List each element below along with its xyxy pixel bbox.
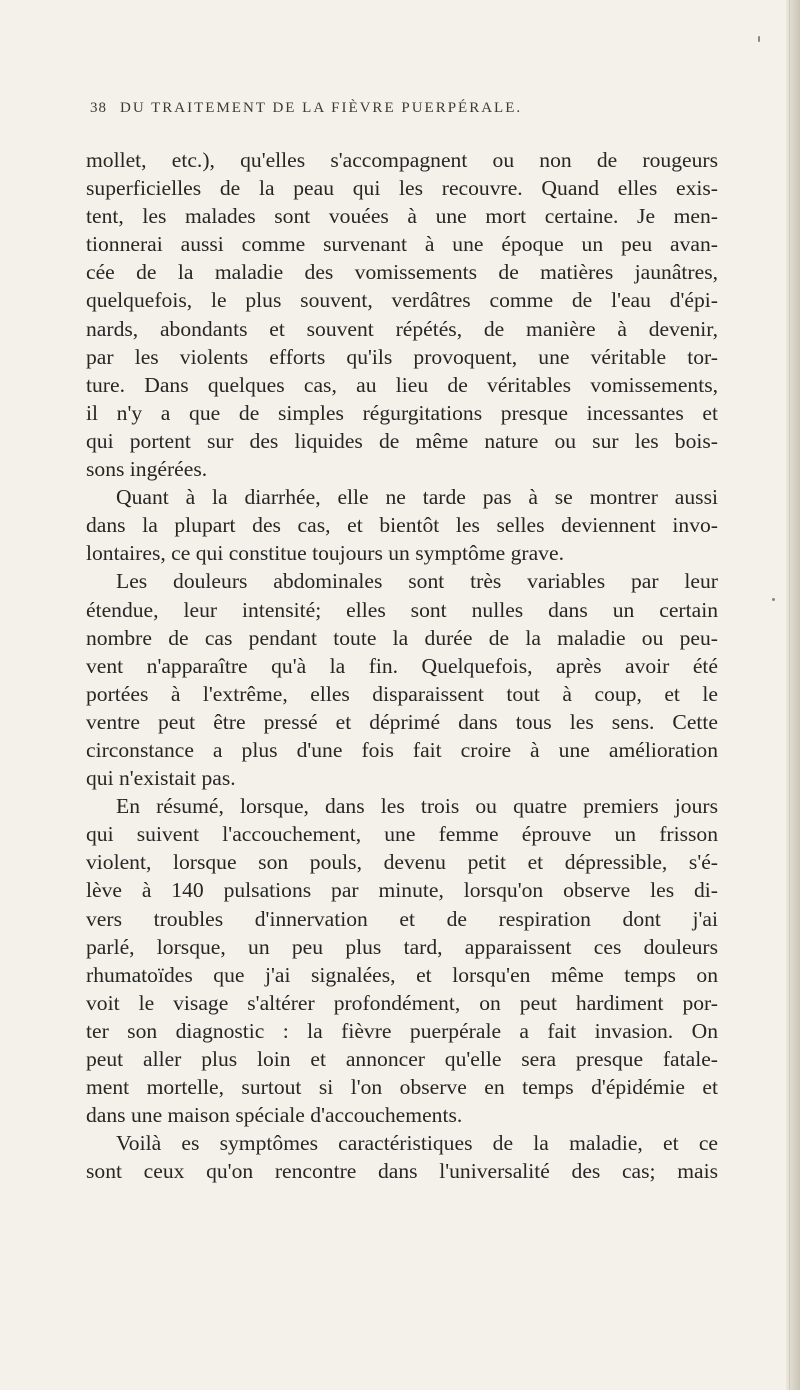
text-line: vent n'apparaître qu'à la fin. Quelquefois, après avoir été	[86, 653, 718, 678]
running-header	[90, 100, 710, 124]
text-line: nombre de cas pendant toute la durée de la maladie ou peu-	[86, 625, 718, 650]
text-line: tent, les malades sont vouées à une mort certaine. Je men-	[86, 204, 718, 229]
text-line: dans la plupart des cas, et bientôt les selles deviennent invo-	[86, 513, 718, 538]
body-text	[86, 146, 718, 1185]
text-line: portées à l'extrême, elles disparaissent tout à coup, et le	[86, 681, 718, 706]
text-line: lontaires, ce qui constitue toujours un symptôme grave.	[86, 541, 564, 566]
text-line: cée de la maladie des vomissements de matières jaunâtres,	[86, 260, 718, 285]
text-line: par les violents efforts qu'ils provoquent, une véritable tor-	[86, 344, 718, 369]
text-line: quelquefois, le plus souvent, verdâtres comme de l'eau d'épi-	[86, 288, 718, 313]
text-line: peut aller plus loin et annoncer qu'elle sera presque fatale-	[86, 1047, 718, 1071]
text-line: rhumatoïdes que j'ai signalées, et lorsqu'en même temps on	[86, 962, 718, 987]
text-line: qui n'existait pas.	[86, 766, 236, 791]
paper-speck	[758, 36, 760, 42]
text-line: tionnerai aussi comme survenant à une époque un peu avan-	[86, 232, 718, 257]
text-line: qui suivent l'accouchement, une femme éprouve un frisson	[86, 822, 718, 847]
text-line: ment mortelle, surtout si l'on observe en temps d'épidémie et	[86, 1075, 718, 1100]
text-line: violent, lorsque son pouls, devenu petit et dépressible, s'é-	[86, 850, 718, 875]
text-line: Les douleurs abdominales sont très variables par leur	[116, 569, 718, 594]
text-line: En résumé, lorsque, dans les trois ou quatre premiers jours	[116, 794, 718, 819]
text-line: vers troubles d'innervation et de respiration dont j'ai	[86, 906, 718, 931]
text-line: dans une maison spéciale d'accouchements.	[86, 1103, 463, 1128]
text-line: étendue, leur intensité; elles sont nulles dans un certain	[86, 597, 718, 622]
text-line: Quant à la diarrhée, elle ne tarde pas à se montrer aussi	[116, 485, 718, 510]
text-line: qui portent sur des liquides de même nature ou sur les bois-	[86, 428, 718, 453]
text-line: ture. Dans quelques cas, au lieu de véritables vomissements,	[86, 372, 718, 397]
text-line: mollet, etc.), qu'elles s'accompagnent ou non de rougeurs	[86, 148, 718, 172]
text-line: lève à 140 pulsations par minute, lorsqu'on observe les di-	[86, 878, 718, 903]
text-line: il n'y a que de simples régurgitations presque incessantes et	[86, 400, 718, 425]
page-edge	[786, 0, 800, 1390]
text-line: ventre peut être pressé et déprimé dans tous les sens. Cette	[86, 709, 718, 734]
text-line: superficielles de la peau qui les recouvre. Quand elles exis-	[86, 176, 718, 201]
text-line: sons ingérées.	[86, 457, 208, 482]
text-line: Voilà es symptômes caractéristiques de la maladie, et ce	[116, 1131, 718, 1156]
page-number: 38	[90, 100, 107, 116]
paper-speck	[772, 598, 775, 601]
text-line: sont ceux qu'on rencontre dans l'universalité des cas; mais	[86, 1159, 718, 1184]
text-line: ter son diagnostic : la fièvre puerpérale a fait invasion. On	[86, 1018, 718, 1043]
text-line: circonstance a plus d'une fois fait croire à une amélioration	[86, 737, 718, 762]
text-line: nards, abondants et souvent répétés, de manière à devenir,	[86, 316, 718, 341]
running-head-title: DU TRAITEMENT DE LA FIÈVRE PUERPÉRALE.	[120, 100, 523, 116]
text-line: voit le visage s'altérer profondément, on peut hardiment por-	[86, 990, 718, 1015]
text-line: parlé, lorsque, un peu plus tard, apparaissent ces douleurs	[86, 934, 718, 959]
